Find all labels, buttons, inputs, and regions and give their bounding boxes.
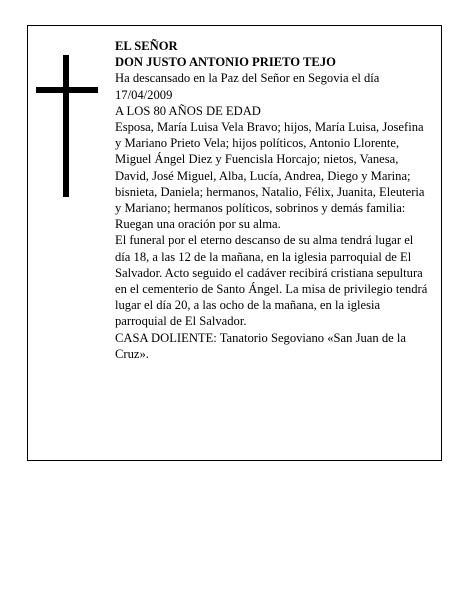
cross-vertical-bar (63, 55, 69, 197)
deceased-name: DON JUSTO ANTONIO PRIETO TEJO (115, 55, 336, 70)
mourning-house: CASA DOLIENTE: Tanatorio Segoviano «San Juan de la Cruz». (115, 330, 406, 361)
funeral-details: El funeral por el eterno descanso de su alma tendrá lugar el día 18, a las 12 de la mañana, en la iglesia parroquial de El Salvador. Acto seguido el cadáver recibirá cristiana sepultura en el cementerio de Santo Ángel. La misa de privilegio tendrá lugar el día 20, a las ocho de la mañana, en la iglesia parroquial de El Salvador. (115, 233, 428, 329)
family-list: Esposa, María Luisa Vela Bravo; hijos, María Luisa, Josefina y Mariano Prieto Vela; hijos políticos, Antonio Llorente, Miguel Ángel Diez y Fuencisla Horcajo; nietos, Vanesa, David, José Miguel, Alba, Lucía, Andrea, Diego y Marina; bisnieta, Daniela; hermanos, Natalio, Félix, Juanita, Eleuteria y Mariano; hermanos políticos, sobrinos y demás familia: (115, 120, 425, 216)
honorific: EL SEÑOR (115, 39, 178, 53)
age-at-death: A LOS 80 AÑOS DE EDAD (115, 103, 261, 118)
latin-cross-icon (36, 55, 98, 197)
death-statement: Ha descansado en la Paz del Señor en Segovia el día 17/04/2009 (115, 71, 380, 102)
prayer-request: Ruegan una oración por su alma. (115, 217, 281, 232)
obituary-text (115, 38, 431, 362)
cross-horizontal-bar (36, 87, 98, 93)
